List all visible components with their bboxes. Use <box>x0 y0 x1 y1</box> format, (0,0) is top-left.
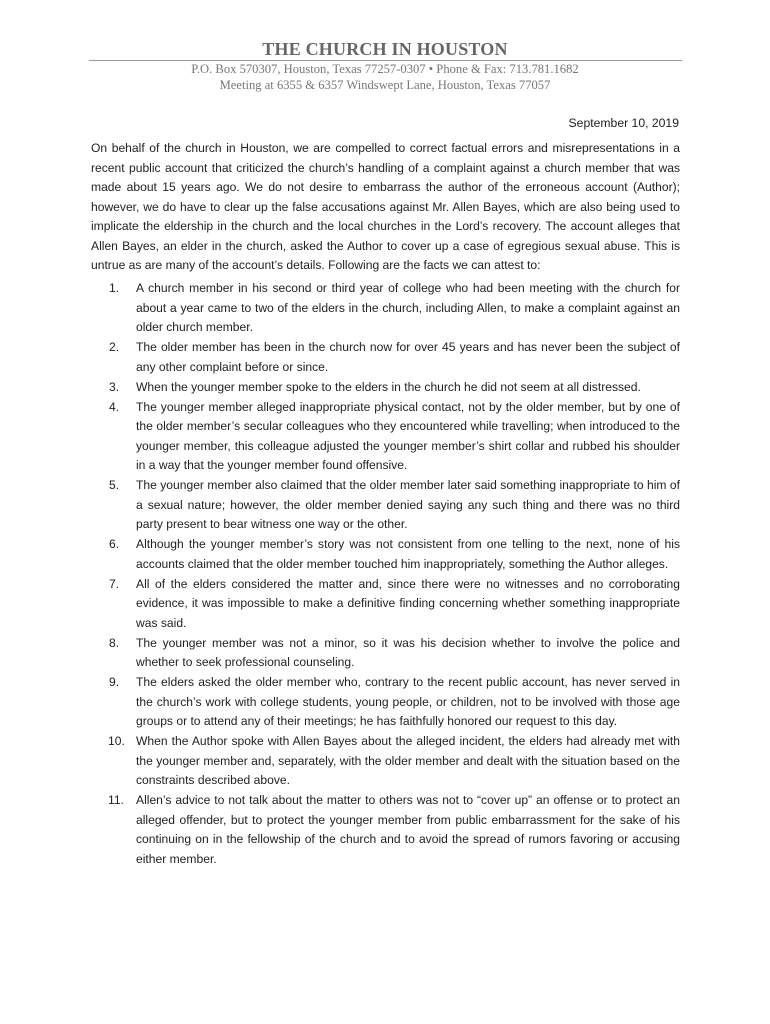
intro-paragraph: On behalf of the church in Houston, we are compelled to correct factual errors and misrepresentations in a recent public account that criticized the church’s handling of a complaint against a church member that was made about 15 years ago. We do not desire to embarrass the author of the erroneous account (Author); however, we do have to clear up the false accusations against Mr. Allen Bayes, which are also being used to implicate the eldership in the church and the local churches in the Lord’s recovery. The account alleges that Allen Bayes, an elder in the church, asked the Author to cover up a case of egregious sexual abuse. This is untrue as are many of the account’s details. Following are the facts we can attest to: <box>91 141 680 272</box>
facts-list <box>91 279 680 870</box>
list-item-text: The older member has been in the church now for over 45 years and has never been the subject of any other complaint before or since. <box>136 340 680 374</box>
list-item-number: 1. <box>109 281 120 295</box>
list-item-number: 2. <box>109 340 120 354</box>
list-item <box>91 378 680 398</box>
list-item-text: The younger member alleged inappropriate physical contact, not by the older member, but by one of the older member’s secular colleagues who they encountered while travelling; when introduced to the younger member, this colleague adjusted the younger member’s shirt collar and rubbed his shoulder in a way that the younger member found offensive. <box>136 399 680 472</box>
list-item-text: The elders asked the older member who, contrary to the recent public account, has never served in the church’s work with college students, young people, or children, not to be involved with those age groups or to attend any of their meetings; he has faithfully honored our request to this day. <box>136 675 680 728</box>
contact-line: P.O. Box 570307, Houston, Texas 77257-0307 • Phone & Fax: 713.781.1682 <box>191 62 579 76</box>
list-item <box>91 535 680 574</box>
list-item <box>91 476 680 535</box>
list-item <box>91 673 680 732</box>
church-name: THE CHURCH IN HOUSTON <box>262 39 508 59</box>
list-item <box>91 732 680 791</box>
list-item <box>91 338 680 377</box>
letter-date: September 10, 2019 <box>568 116 679 130</box>
list-item-number: 3. <box>109 379 120 394</box>
list-item-text: Allen’s advice to not talk about the matter to others was not to “cover up” an offense or to protect an alleged offender, but to protect the younger member from public embarrassment for the sake of his continuing on in the fellowship of the church and to avoid the spread of rumors favoring or accusing either member. <box>136 793 680 866</box>
list-item-text: Although the younger member’s story was not consistent from one telling to the next, none of his accounts claimed that the older member touched him inappropriately, something the Author alleges. <box>136 537 680 571</box>
list-item-number: 5. <box>109 478 120 492</box>
list-item <box>91 279 680 338</box>
list-item <box>91 791 680 869</box>
list-item-text: The younger member also claimed that the older member later said something inappropriate to him of a sexual nature; however, the older member denied saying any such thing and there was no third party present to bear witness one way or the other. <box>136 478 680 531</box>
list-item <box>91 634 680 673</box>
list-item-text: The younger member was not a minor, so it was his decision whether to involve the police and whether to seek professional counseling. <box>136 635 680 669</box>
letterhead <box>0 38 770 93</box>
list-item-number: 6. <box>109 537 120 551</box>
list-item-text: All of the elders considered the matter and, since there were no witnesses and no corroborating evidence, it was impossible to make a definitive finding concerning whether something inappropriate was said. <box>136 576 680 630</box>
list-item <box>91 575 680 634</box>
list-item-number: 9. <box>109 675 120 689</box>
list-item <box>91 398 680 476</box>
list-item-number: 8. <box>109 635 120 650</box>
meeting-address: Meeting at 6355 & 6357 Windswept Lane, Houston, Texas 77057 <box>219 78 551 92</box>
list-item-text: When the younger member spoke to the elders in the church he did not seem at all distressed. <box>136 379 641 394</box>
list-item-text: A church member in his second or third year of college who had been meeting with the church for about a year came to two of the elders in the church, including Allen, to make a complaint against an older church member. <box>136 281 680 334</box>
list-item-number: 10. <box>108 734 125 748</box>
list-item-number: 7. <box>109 576 120 591</box>
list-item-number: 4. <box>109 399 120 414</box>
list-item-number: 11. <box>108 793 124 807</box>
list-item-text: When the Author spoke with Allen Bayes about the alleged incident, the elders had already met with the younger member and, separately, with the older member and dealt with the situation based on the constraints described above. <box>136 734 680 787</box>
